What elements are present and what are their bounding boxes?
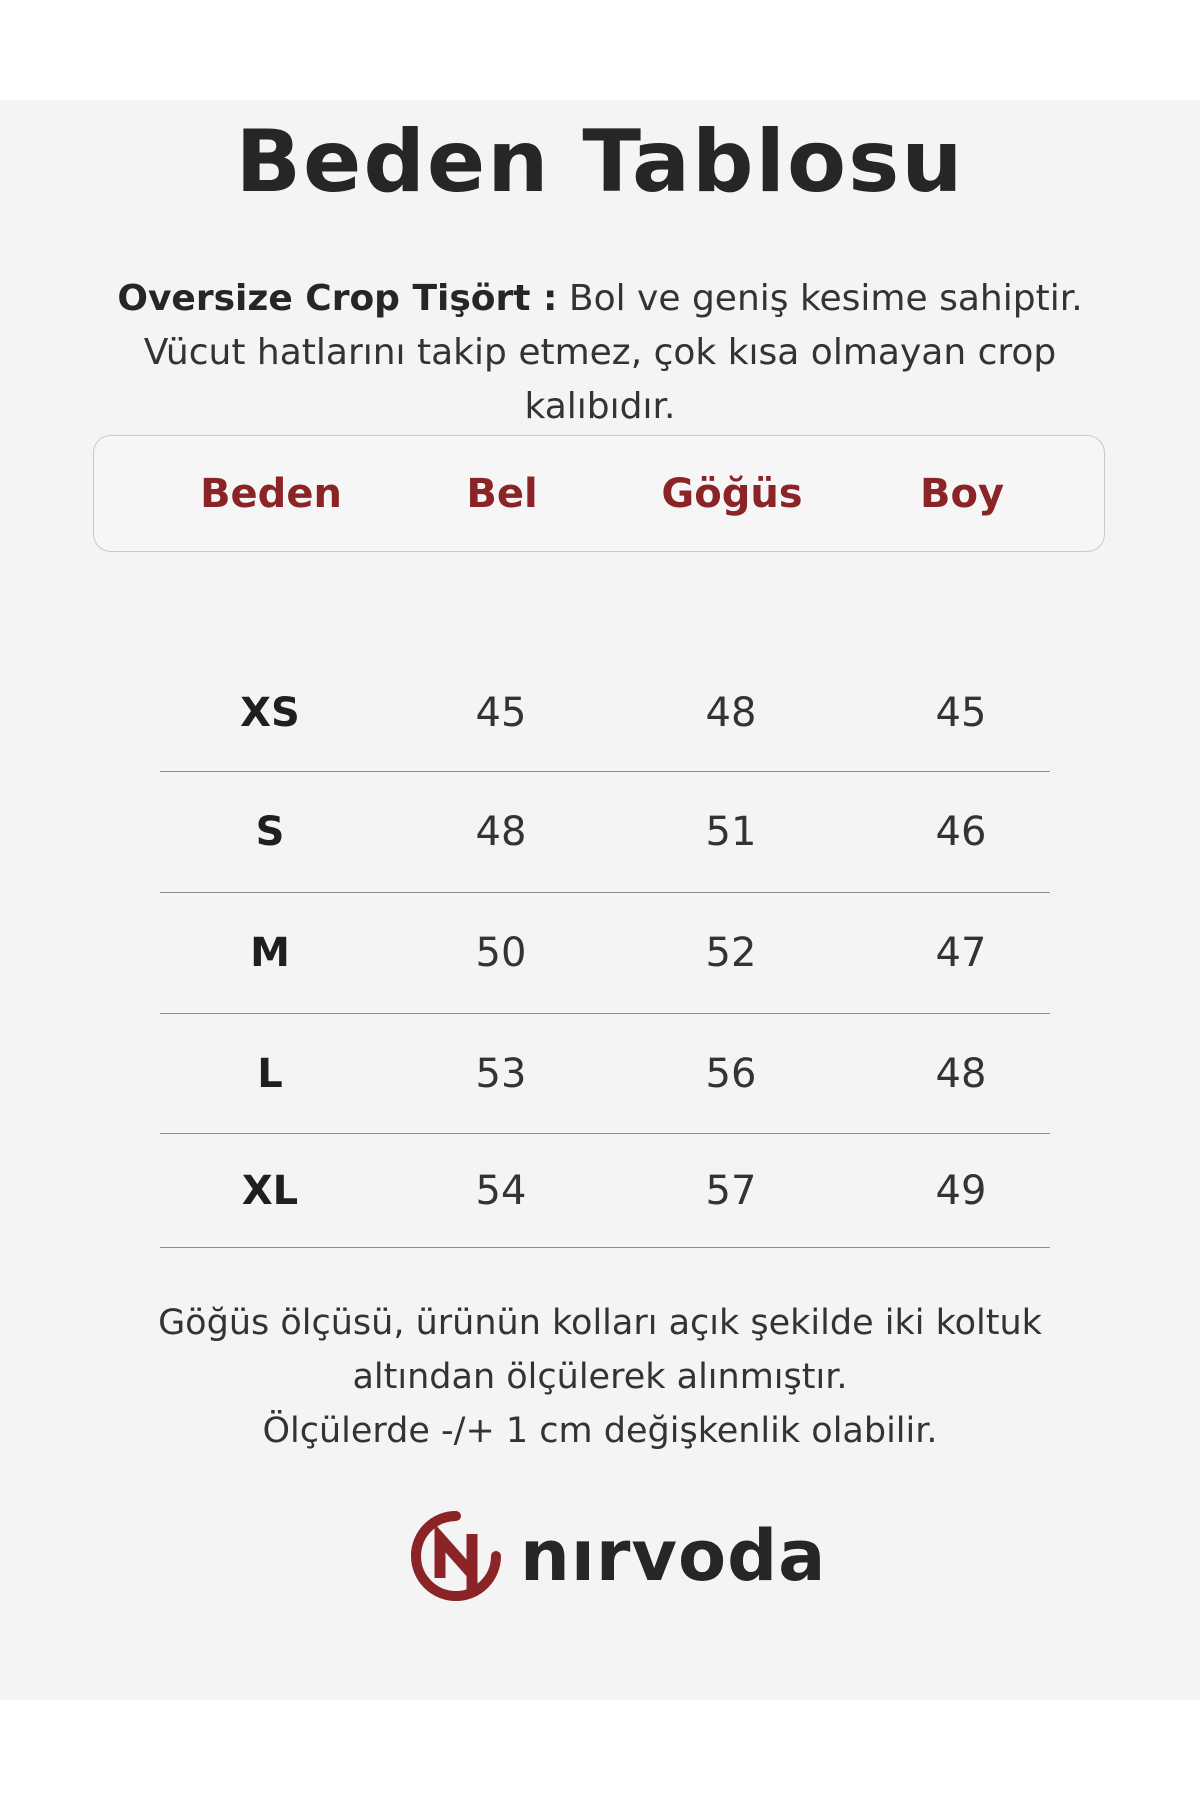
table-row [160, 1014, 1050, 1134]
size-cell: L [257, 1051, 283, 1097]
gogus-cell: 56 [705, 1051, 757, 1097]
table-header [93, 435, 1105, 552]
page-title: Beden Tablosu [235, 112, 965, 212]
table-row [160, 893, 1050, 1014]
header-beden: Beden [200, 471, 342, 517]
boy-cell: 47 [935, 930, 987, 976]
product-description [70, 272, 1130, 434]
size-cell: M [250, 930, 290, 976]
brand-logo [410, 1510, 827, 1600]
product-type-label: Oversize Crop Tişört : [117, 278, 558, 319]
n-monogram-icon [410, 1510, 502, 1602]
brand-name: nırvoda [520, 1515, 827, 1597]
bel-cell: 50 [475, 930, 527, 976]
bel-cell: 53 [475, 1051, 527, 1097]
boy-cell: 46 [935, 809, 987, 855]
measurement-note [100, 1296, 1100, 1458]
gogus-cell: 48 [705, 690, 757, 736]
table-row [160, 1134, 1050, 1248]
product-description-text: Bol ve geniş kesime sahiptir. Vücut hatlarını takip etmez, çok kısa olmayan crop kalıbıdır. [143, 278, 1083, 427]
size-cell: XL [241, 1168, 299, 1214]
gogus-cell: 52 [705, 930, 757, 976]
gogus-cell: 51 [705, 809, 757, 855]
note-line: Ölçülerde -/+ 1 cm değişkenlik olabilir. [262, 1411, 938, 1451]
gogus-cell: 57 [705, 1168, 757, 1214]
boy-cell: 45 [935, 690, 987, 736]
note-line: Göğüs ölçüsü, ürünün kolları açık şekilde iki koltuk [158, 1303, 1042, 1343]
size-cell: S [255, 809, 285, 855]
header-boy: Boy [919, 471, 1005, 517]
table-row [160, 654, 1050, 772]
bel-cell: 48 [475, 809, 527, 855]
boy-cell: 48 [935, 1051, 987, 1097]
boy-cell: 49 [935, 1168, 987, 1214]
note-line: altından ölçülerek alınmıştır. [352, 1357, 848, 1397]
bel-cell: 45 [475, 690, 527, 736]
table-row [160, 772, 1050, 893]
size-cell: XS [240, 690, 300, 736]
header-bel: Bel [466, 471, 538, 517]
bel-cell: 54 [475, 1168, 527, 1214]
header-gogus: Göğüs [661, 471, 803, 517]
